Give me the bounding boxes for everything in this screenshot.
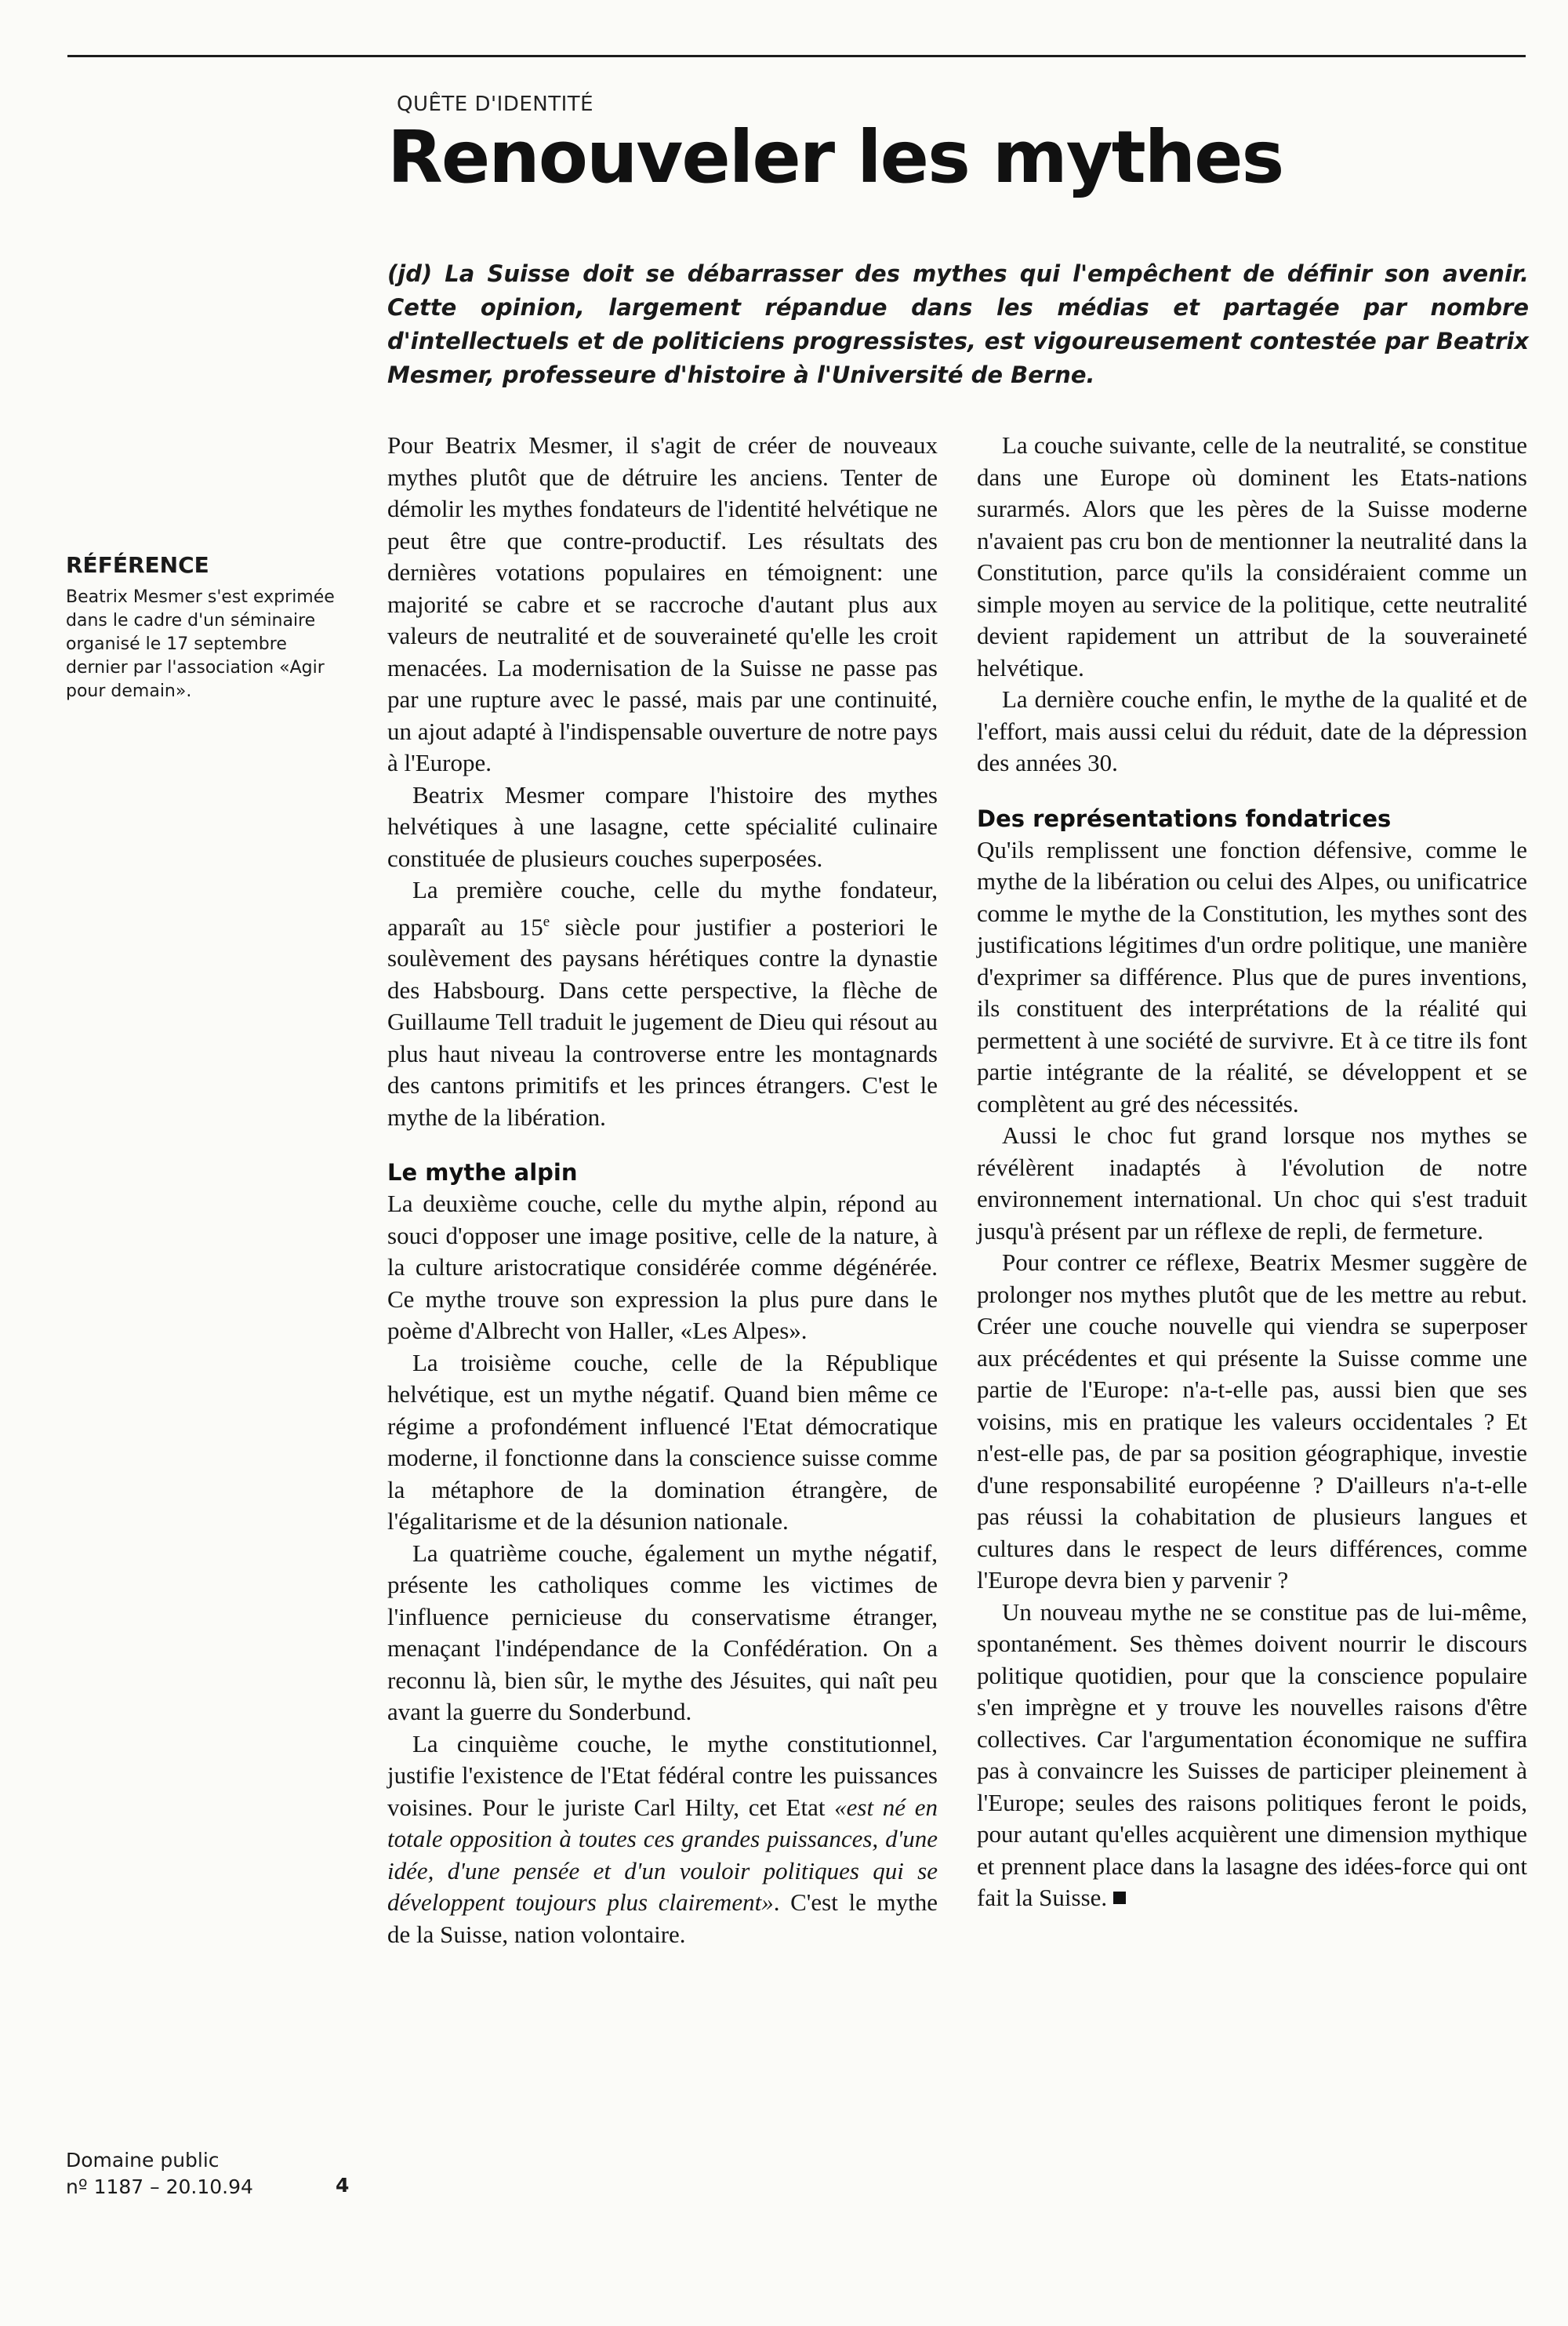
- article-title: Renouveler les mythes: [387, 115, 1283, 199]
- article-lead: (jd) La Suisse doit se débarrasser des mythes qui l'empêchent de définir son avenir. Cette opinion, largement répandue dans les médias et partagée par nombre d'intellectuels et de politiciens progressistes, est vigoureusement contestée par Beatrix Mesmer, professeure d'histoire à l'Université de Berne.: [387, 260, 1529, 388]
- paragraph-text: La première couche, celle du mythe fondateur, apparaît au 15: [387, 876, 938, 940]
- paragraph: Beatrix Mesmer compare l'histoire des mythes helvétiques à une lasagne, cette spécialité culinaire constituée de plusieurs couches superposées.: [387, 780, 938, 872]
- article-column-right: [977, 430, 1527, 1914]
- top-rule: [67, 55, 1526, 57]
- issue-number: nº 1187 – 20.10.94: [66, 2175, 253, 2198]
- subheading-representations: Des représentations fondatrices: [977, 805, 1392, 832]
- paragraph: La troisième couche, celle de la République helvétique, est un mythe négatif. Quand bien même ce régime a profondément influencé l'Etat démocratique moderne, il fonctionne dans la conscience suisse comme la métaphore de la domination étrangère, de l'égalitarisme et de la désunion nationale.: [387, 1348, 938, 1536]
- publication-name: Domaine public: [66, 2149, 220, 2172]
- paragraph-text: La cinquième couche, le mythe constitutionnel, justifie l'existence de l'Etat fédéral contre les puissances voisines. Pour le juriste Carl Hilty, cet Etat: [387, 1729, 938, 1821]
- paragraph: La quatrième couche, également un mythe négatif, présente les catholiques comme les victimes de l'influence pernicieuse du conservatisme étranger, menaçant l'indépendance de la Confédération. On a reconnu là, bien sûr, le mythe des Jésuites, qui naît peu avant la guerre du Sonderbund.: [387, 1539, 938, 1726]
- paragraph: Pour Beatrix Mesmer, il s'agit de créer de nouveaux mythes plutôt que de détruire les anciens. Tenter de démolir les mythes fondateurs de l'identité helvétique ne peut être que contre-productif. Les résultats des dernières votations populaires en témoignent: une majorité se cabre et se raccroche d'autant plus aux valeurs de neutralité et de souveraineté qu'elle les croit menacées. La modernisation de la Suisse ne passe pas par une rupture avec le passé, mais par une continuité, un ajout adapté à l'indispensable ouverture de notre pays à l'Europe.: [387, 431, 938, 776]
- paragraph: Qu'ils remplissent une fonction défensive, comme le mythe de la libération ou celui des Alpes, ou unificatrice comme le mythe de la Constitution, les mythes sont des justifications légitimes d'un ordre politique, une manière d'exprimer sa différence. Plus que de pures inventions, ils constituent des interprétations de la réalité qui permettent à une société de survivre. Et à ce titre ils font partie intégrante de la réalité, se développent et se complètent au gré des nécessités.: [977, 835, 1527, 1118]
- end-mark-icon: [1113, 1892, 1126, 1904]
- paragraph-text: . C'est le mythe de la Suisse, nation volontaire.: [387, 1888, 938, 1948]
- publication-footer: [66, 2147, 253, 2201]
- subheading-mythe-alpin: Le mythe alpin: [387, 1159, 578, 1187]
- reference-heading: RÉFÉRENCE: [66, 552, 209, 578]
- paragraph: Aussi le choc fut grand lorsque nos mythes se révélèrent inadaptés à l'évolution de notre environnement international. Un choc qui s'est traduit jusqu'à présent par un réflexe de repli, de fermeture.: [977, 1121, 1527, 1245]
- hilty-quote: «est né en totale opposition à toutes ces grandes puissances, d'une idée, d'une pensée et d'un vouloir politiques qui se développent toujours plus clairement»: [387, 1793, 938, 1917]
- paragraph: [387, 1728, 938, 1951]
- reference-text: Beatrix Mesmer s'est exprimée dans le cadre d'un séminaire organisé le 17 septembre dernier par l'association «Agir pour demain».: [66, 587, 335, 701]
- century-superscript: e: [543, 913, 550, 930]
- paragraph: [977, 1597, 1527, 1914]
- page-number: 4: [336, 2174, 350, 2197]
- paragraph: La dernière couche enfin, le mythe de la qualité et de l'effort, mais aussi celui du réduit, date de la dépression des années 30.: [977, 685, 1527, 776]
- paragraph: La deuxième couche, celle du mythe alpin, répond au souci d'opposer une image positive, celle de la nature, à la culture aristocratique considérée comme dégénérée. Ce mythe trouve son expression la plus pure dans le poème d'Albrecht von Haller, «Les Alpes».: [387, 1190, 938, 1345]
- paragraph: La couche suivante, celle de la neutralité, se constitue dans une Europe où dominent les Etats-nations surarmés. Alors que les pères de la Suisse moderne n'avaient pas cru bon de mentionner la neutralité dans la Constitution, parce qu'ils la considéraient comme un simple moyen au service de la politique, cette neutralité devient rapidement un attribut de la souveraineté helvétique.: [977, 431, 1527, 681]
- paragraph-text: siècle pour justifier a posteriori le soulèvement des paysans hérétiques contre la dynastie des Habsbourg. Dans cette perspective, la flèche de Guillaume Tell traduit le jugement de Dieu qui résout au plus haut niveau la controverse entre les montagnards des cantons primitifs et les princes étrangers. C'est le mythe de la libération.: [387, 912, 938, 1131]
- article-column-left: [387, 430, 938, 1950]
- section-kicker: QUÊTE D'IDENTITÉ: [397, 93, 594, 116]
- paragraph-text: Un nouveau mythe ne se constitue pas de lui-même, spontanément. Ses thèmes doivent nourrir le discours politique quotidien, pour que la conscience populaire s'en imprègne et y trouve les nouvelles raisons d'être collectives. Car l'argumentation économique ne suffira pas à convaincre les Suisses de participer pleinement à l'Europe; seules des raisons politiques feront le poids, pour autant qu'elles acquièrent une dimension mythique et prennent place dans la lasagne des idées-force qui ont fait la Suisse.: [977, 1597, 1527, 1911]
- reference-sidebar: [66, 552, 340, 703]
- paragraph: [387, 874, 938, 1133]
- paragraph: Pour contrer ce réflexe, Beatrix Mesmer suggère de prolonger nos mythes plutôt que de les mettre au rebut. Créer une couche nouvelle qui viendra se superposer aux précédentes et qui présente la Suisse comme une partie de l'Europe: n'a-t-elle pas, aussi bien que ses voisins, mis en pratique les valeurs occidentales ? Et n'est-elle pas, de par sa position géographique, investie d'une responsabilité européenne ? D'ailleurs n'a-t-elle pas réussi la cohabitation de plusieurs langues et cultures dans le respect de leurs différences, comme l'Europe devra bien y parvenir ?: [977, 1248, 1527, 1594]
